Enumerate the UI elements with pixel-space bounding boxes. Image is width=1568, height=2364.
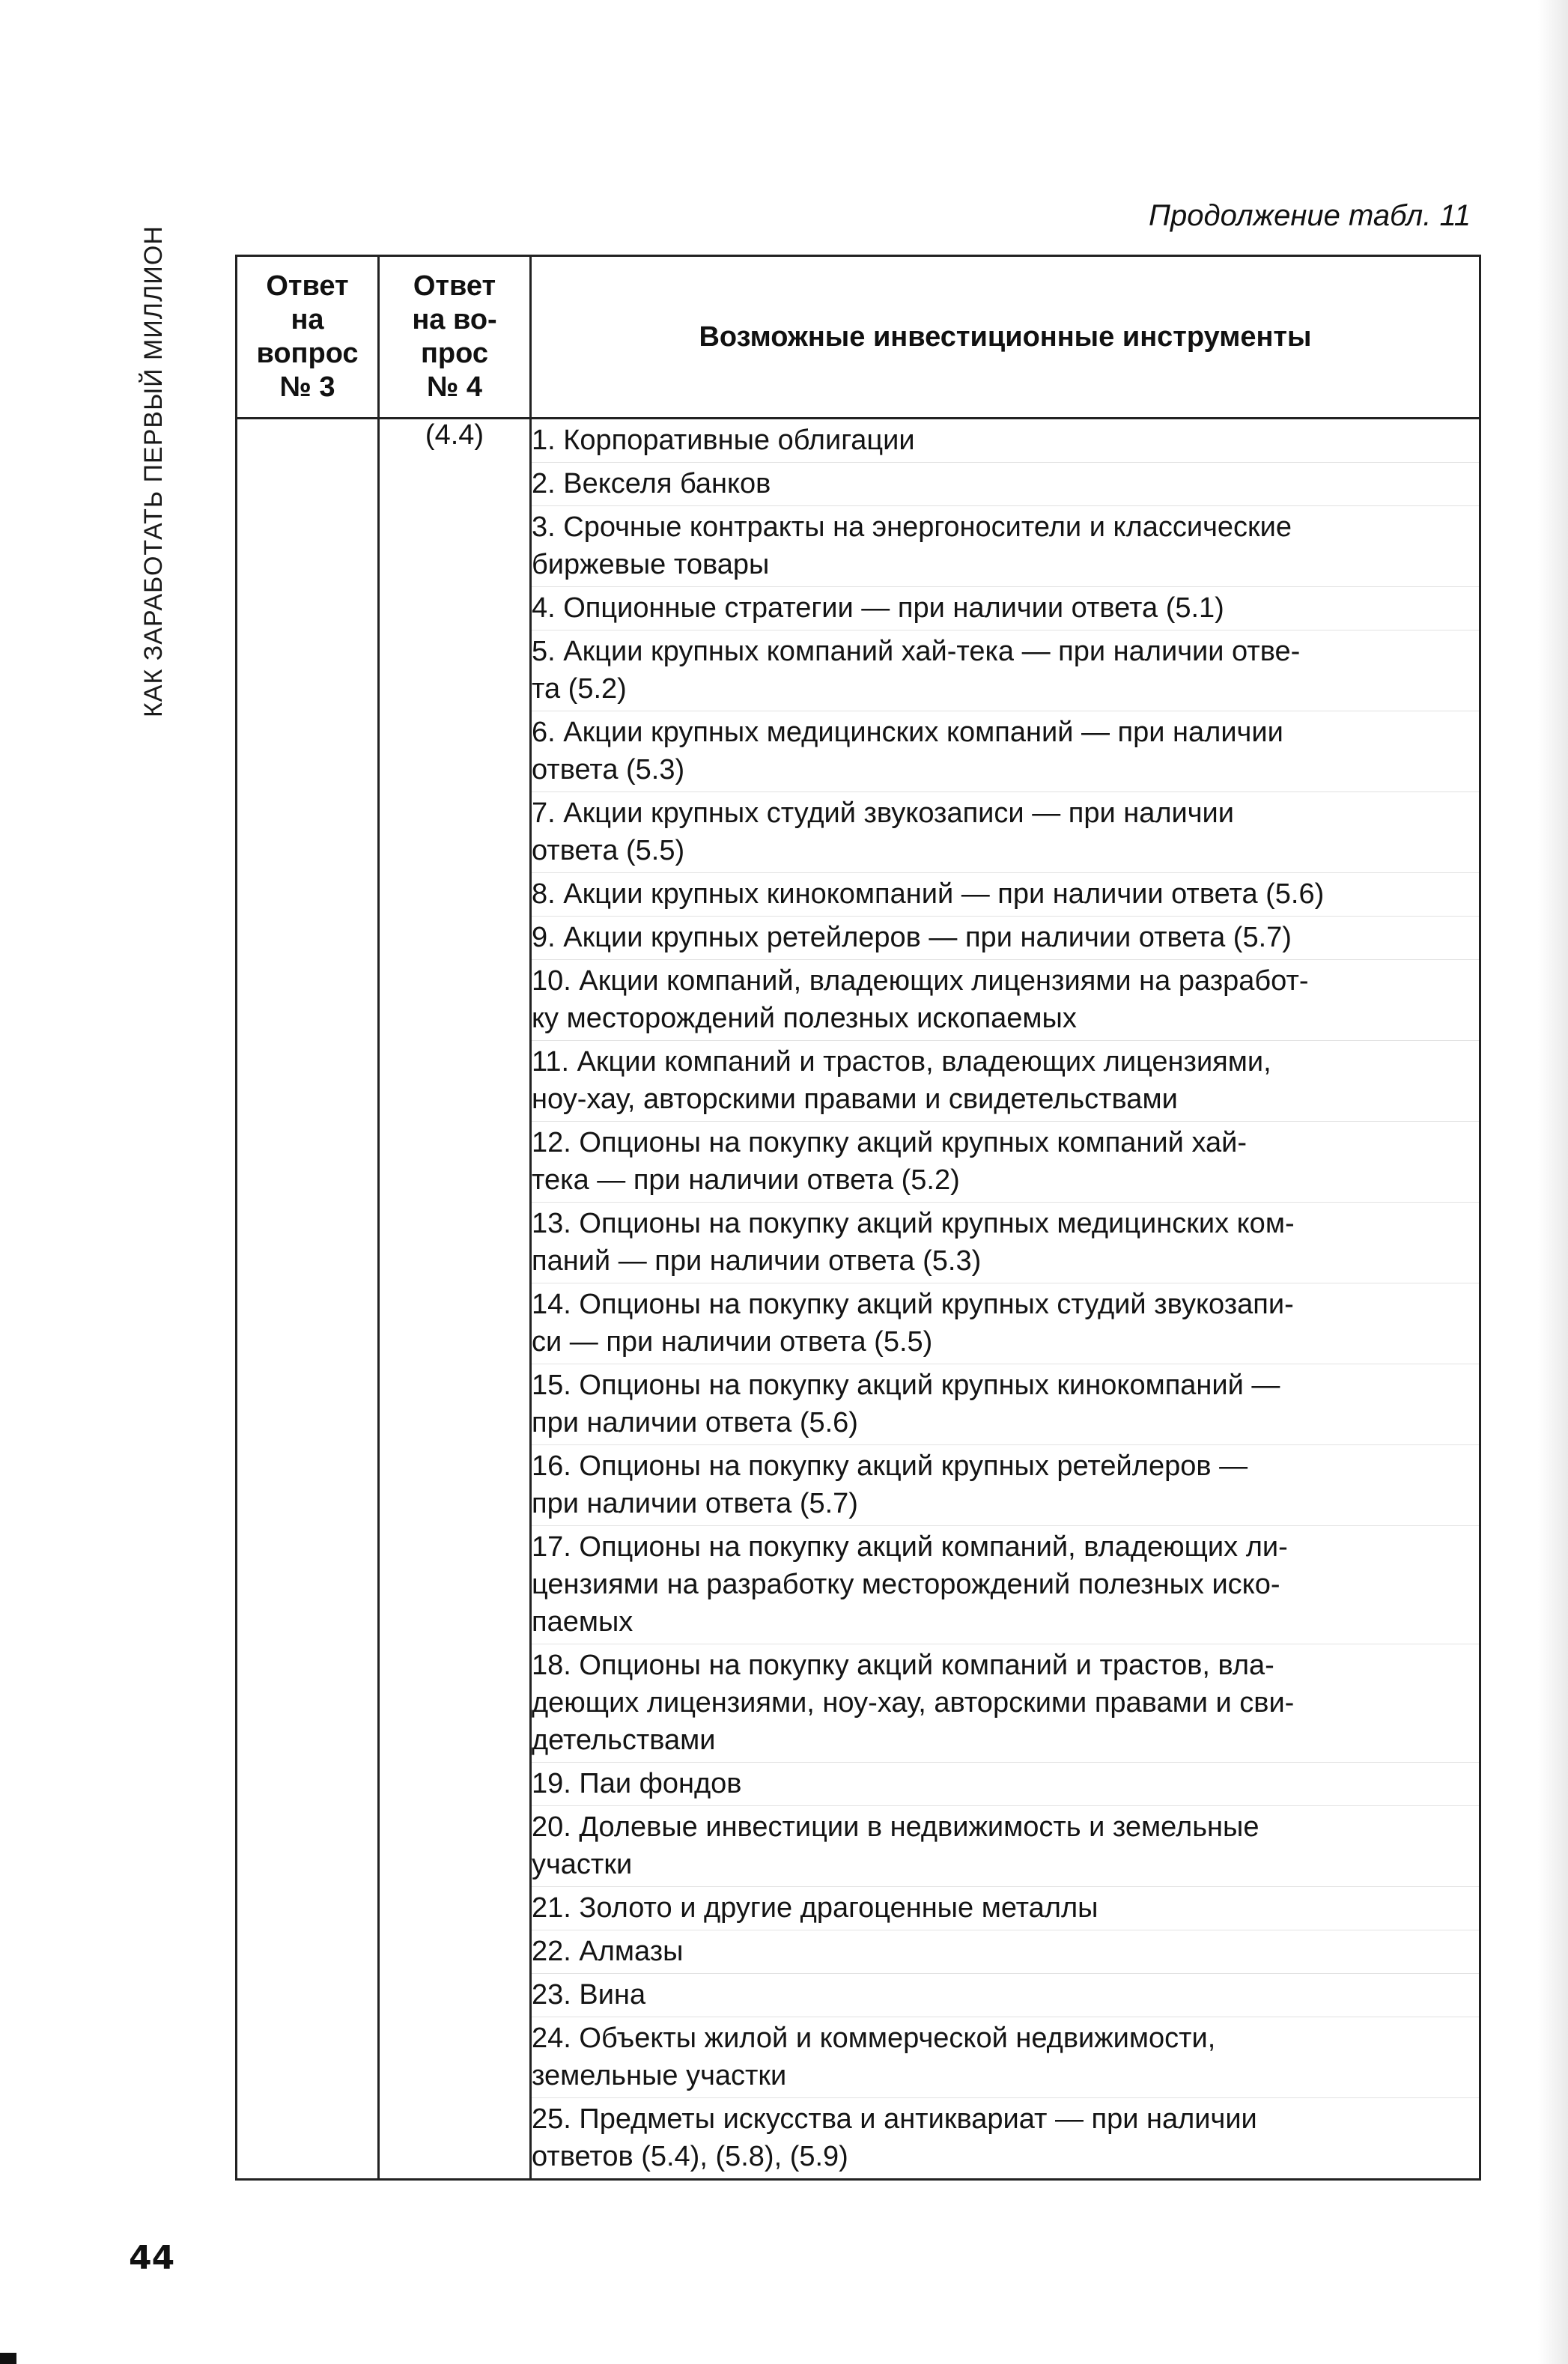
instrument-item <box>532 1973 1479 2017</box>
instrument-item-line: 15. Опционы на покупку акций крупных кинокомпаний — <box>532 1370 1280 1401</box>
instrument-item-line: 22. Алмазы <box>532 1936 684 1967</box>
table-header-row <box>237 256 1480 419</box>
table-row <box>237 419 1480 2180</box>
header-line: № 3 <box>279 371 335 403</box>
instrument-item-line: 4. Опционные стратегии — при наличии ответа (5.1) <box>532 592 1224 624</box>
instrument-item-line: детельствами <box>532 1725 716 1756</box>
instrument-item <box>532 1644 1479 1762</box>
header-instruments: Возможные инвестиционные инструменты <box>531 256 1480 419</box>
header-answer-question-4 <box>379 256 531 419</box>
instrument-item-line: 18. Опционы на покупку акций компаний и трастов, вла- <box>532 1650 1274 1681</box>
instrument-item-line: 5. Акции крупных компаний хай-тека — при наличии отве- <box>532 636 1301 667</box>
instrument-item-line: ноу-хау, авторскими правами и свидетельствами <box>532 1084 1178 1115</box>
instrument-item <box>532 1805 1479 1886</box>
instrument-item-line: 20. Долевые инвестиции в недвижимость и земельные <box>532 1811 1259 1843</box>
instrument-item-line: 21. Золото и другие драгоценные металлы <box>532 1892 1098 1924</box>
instrument-item-line: 1. Корпоративные облигации <box>532 425 915 456</box>
cell-instruments-list <box>531 419 1480 2180</box>
instrument-item <box>532 791 1479 872</box>
header-line: на <box>291 304 324 335</box>
instrument-item <box>532 1444 1479 1525</box>
instrument-item-line: 10. Акции компаний, владеющих лицензиями на разработ- <box>532 965 1309 997</box>
header-line: № 4 <box>426 371 483 403</box>
instrument-item-line: си — при наличии ответа (5.5) <box>532 1326 933 1358</box>
instrument-item-line: 2. Векселя банков <box>532 468 771 499</box>
instrument-item <box>532 1364 1479 1444</box>
page-edge-shadow <box>1538 0 1568 2364</box>
instrument-item-line: паемых <box>532 1606 633 1638</box>
instrument-item <box>532 630 1479 711</box>
instrument-item <box>532 872 1479 916</box>
header-line: Ответ <box>413 270 496 302</box>
instrument-item-line: ответов (5.4), (5.8), (5.9) <box>532 2141 848 2172</box>
instrument-item <box>532 1202 1479 1283</box>
table-continuation-caption: Продолжение табл. 11 <box>1149 199 1471 232</box>
instrument-item-line: земельные участки <box>532 2060 787 2091</box>
instrument-item-line: 24. Объекты жилой и коммерческой недвижимости, <box>532 2023 1216 2054</box>
cell-answer-3 <box>237 419 379 2180</box>
instrument-item <box>532 419 1479 462</box>
instrument-item-line: паний — при наличии ответа (5.3) <box>532 1245 982 1277</box>
instrument-item-line: 12. Опционы на покупку акций крупных компаний хай- <box>532 1127 1248 1158</box>
cell-answer-4: (4.4) <box>379 419 531 2180</box>
instrument-item-line: ответа (5.3) <box>532 754 685 786</box>
instrument-item-line: 25. Предметы искусства и антиквариат — при наличии <box>532 2103 1257 2135</box>
instrument-item-line: 8. Акции крупных кинокомпаний — при наличии ответа (5.6) <box>532 878 1325 910</box>
instrument-item-line: 11. Акции компаний и трастов, владеющих лицензиями, <box>532 1046 1271 1078</box>
page-number: 44 <box>129 2239 175 2277</box>
instrument-item <box>532 916 1479 959</box>
instrument-item-line: участки <box>532 1849 633 1880</box>
instrument-item-line: 6. Акции крупных медицинских компаний — при наличии <box>532 717 1283 748</box>
instrument-item <box>532 711 1479 791</box>
instrument-item-line: ку месторождений полезных ископаемых <box>532 1003 1077 1034</box>
instrument-item <box>532 1930 1479 1973</box>
instrument-item-line: 3. Срочные контракты на энергоносители и классические <box>532 511 1292 543</box>
instrument-item <box>532 462 1479 505</box>
instrument-item-line: при наличии ответа (5.7) <box>532 1488 858 1519</box>
header-line: прос <box>420 338 488 369</box>
instrument-item <box>532 1886 1479 1930</box>
instrument-item-line: 23. Вина <box>532 1979 646 2011</box>
instrument-item-line: 13. Опционы на покупку акций крупных медицинских ком- <box>532 1208 1295 1239</box>
instrument-item-line: 9. Акции крупных ретейлеров — при наличии ответа (5.7) <box>532 922 1292 953</box>
instrument-item-line: 16. Опционы на покупку акций крупных ретейлеров — <box>532 1450 1248 1482</box>
header-answer-question-3 <box>237 256 379 419</box>
header-line: на во- <box>412 304 497 335</box>
instrument-item-line: биржевые товары <box>532 549 770 580</box>
investment-instruments-table <box>235 255 1481 2181</box>
instrument-item-line: деющих лицензиями, ноу-хау, авторскими правами и сви- <box>532 1687 1295 1719</box>
instrument-item-line: ответа (5.5) <box>532 835 685 866</box>
instrument-item-line: та (5.2) <box>532 673 627 705</box>
instrument-item <box>532 1121 1479 1202</box>
instrument-item <box>532 959 1479 1040</box>
instrument-item <box>532 1283 1479 1364</box>
instrument-item-line: цензиями на разработку месторождений полезных иско- <box>532 1569 1280 1600</box>
instrument-item <box>532 1762 1479 1805</box>
instrument-item <box>532 505 1479 586</box>
instrument-item-line: тека — при наличии ответа (5.2) <box>532 1164 960 1196</box>
instrument-item-line: 17. Опционы на покупку акций компаний, владеющих ли- <box>532 1531 1288 1563</box>
instrument-item <box>532 1525 1479 1644</box>
instrument-item <box>532 1040 1479 1121</box>
instrument-item <box>532 586 1479 630</box>
instrument-item-line: 7. Акции крупных студий звукозаписи — при наличии <box>532 797 1235 829</box>
crop-mark <box>0 2353 16 2364</box>
header-line: Ответ <box>266 270 349 302</box>
instrument-item <box>532 2097 1479 2178</box>
instrument-item-line: 19. Паи фондов <box>532 1768 742 1799</box>
instrument-item-line: при наличии ответа (5.6) <box>532 1407 858 1438</box>
instrument-item <box>532 2017 1479 2097</box>
running-book-title: КАК ЗАРАБОТАТЬ ПЕРВЫЙ МИЛЛИОН <box>139 225 168 717</box>
instrument-item-line: 14. Опционы на покупку акций крупных студий звукозапи- <box>532 1289 1294 1320</box>
header-line: вопрос <box>256 338 359 369</box>
